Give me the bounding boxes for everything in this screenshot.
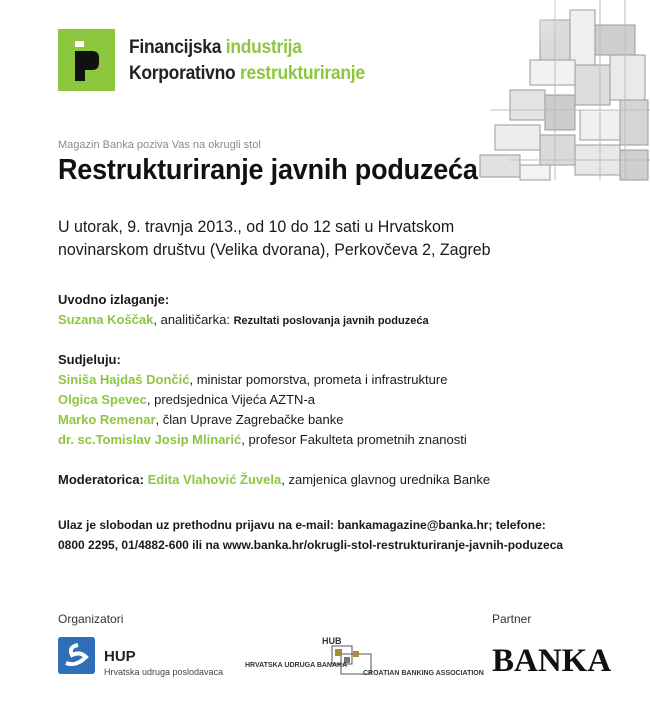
registration-info: Ulaz je slobodan uz prethodnu prijavu na e-mail: bankamagazine@banka.hr; telefone: 0800 2295, 01/4882-600 ili na www.banka.hr/okrugli-stol-restrukturiranje-javnih-poduzeca (58, 518, 564, 552)
intro-topic: Rezultati poslovanja javnih poduzeća (233, 315, 429, 327)
moderator-name: Edita Vlahović Žuvela (147, 472, 282, 487)
intro-label: Uvodno izlaganje: (58, 292, 170, 307)
participant-row: Marko Remenar, član Uprave Zagrebačke banke (58, 412, 344, 427)
hub-name-en: CROATIAN BANKING ASSOCIATION (363, 670, 484, 677)
participant-row: Siniša Hajdaš Dončić, ministar pomorstva, prometa i infrastrukture (58, 372, 448, 387)
banka-logo: BANKA (492, 643, 612, 679)
intro-speaker: Suzana Koščak, analitičarka: Rezultati poslovanja javnih poduzeća (58, 312, 429, 327)
moderator-label: Moderatorica: (58, 472, 148, 487)
financijska-industrija-logo (58, 29, 115, 91)
event-date-location: U utorak, 9. travnja 2013., od 10 do 12 sati u Hrvatskom novinarskom društvu (Velika dvorana), Perkovčeva 2, Zagreb (58, 217, 491, 259)
partner-label: Partner (492, 612, 532, 626)
participant-row: dr. sc.Tomislav Josip Mlinarić, profesor Fakulteta prometnih znanosti (58, 432, 467, 447)
event-title: Restrukturiranje javnih poduzeća (58, 154, 478, 186)
hub-name-hr: HRVATSKA UDRUGA BANAKA (245, 662, 348, 669)
hub-word: HUB (322, 636, 342, 646)
hup-logo-icon (58, 637, 95, 674)
hup-subtitle: Hrvatska udruga poslodavaca (104, 667, 224, 677)
brand-line-2: Korporativno restrukturiranje (129, 63, 365, 84)
organizers-label: Organizatori (58, 612, 124, 626)
intro-speaker-name: Suzana Koščak (58, 312, 154, 327)
architecture-illustration (470, 0, 650, 182)
p-letter-logo-icon (58, 29, 115, 91)
participants-label: Sudjeluju: (58, 352, 121, 367)
participant-row: Olgica Spevec, predsjednica Vijeća AZTN-a (58, 392, 316, 407)
invite-line: Magazin Banka poziva Vas na okrugli stol (58, 139, 261, 151)
brand-line-1: Financijska industrija (129, 37, 302, 58)
hup-name: HUP (104, 648, 136, 665)
moderator-row: Moderatorica: Edita Vlahović Žuvela, zamjenica glavnog urednika Banke (58, 472, 491, 487)
